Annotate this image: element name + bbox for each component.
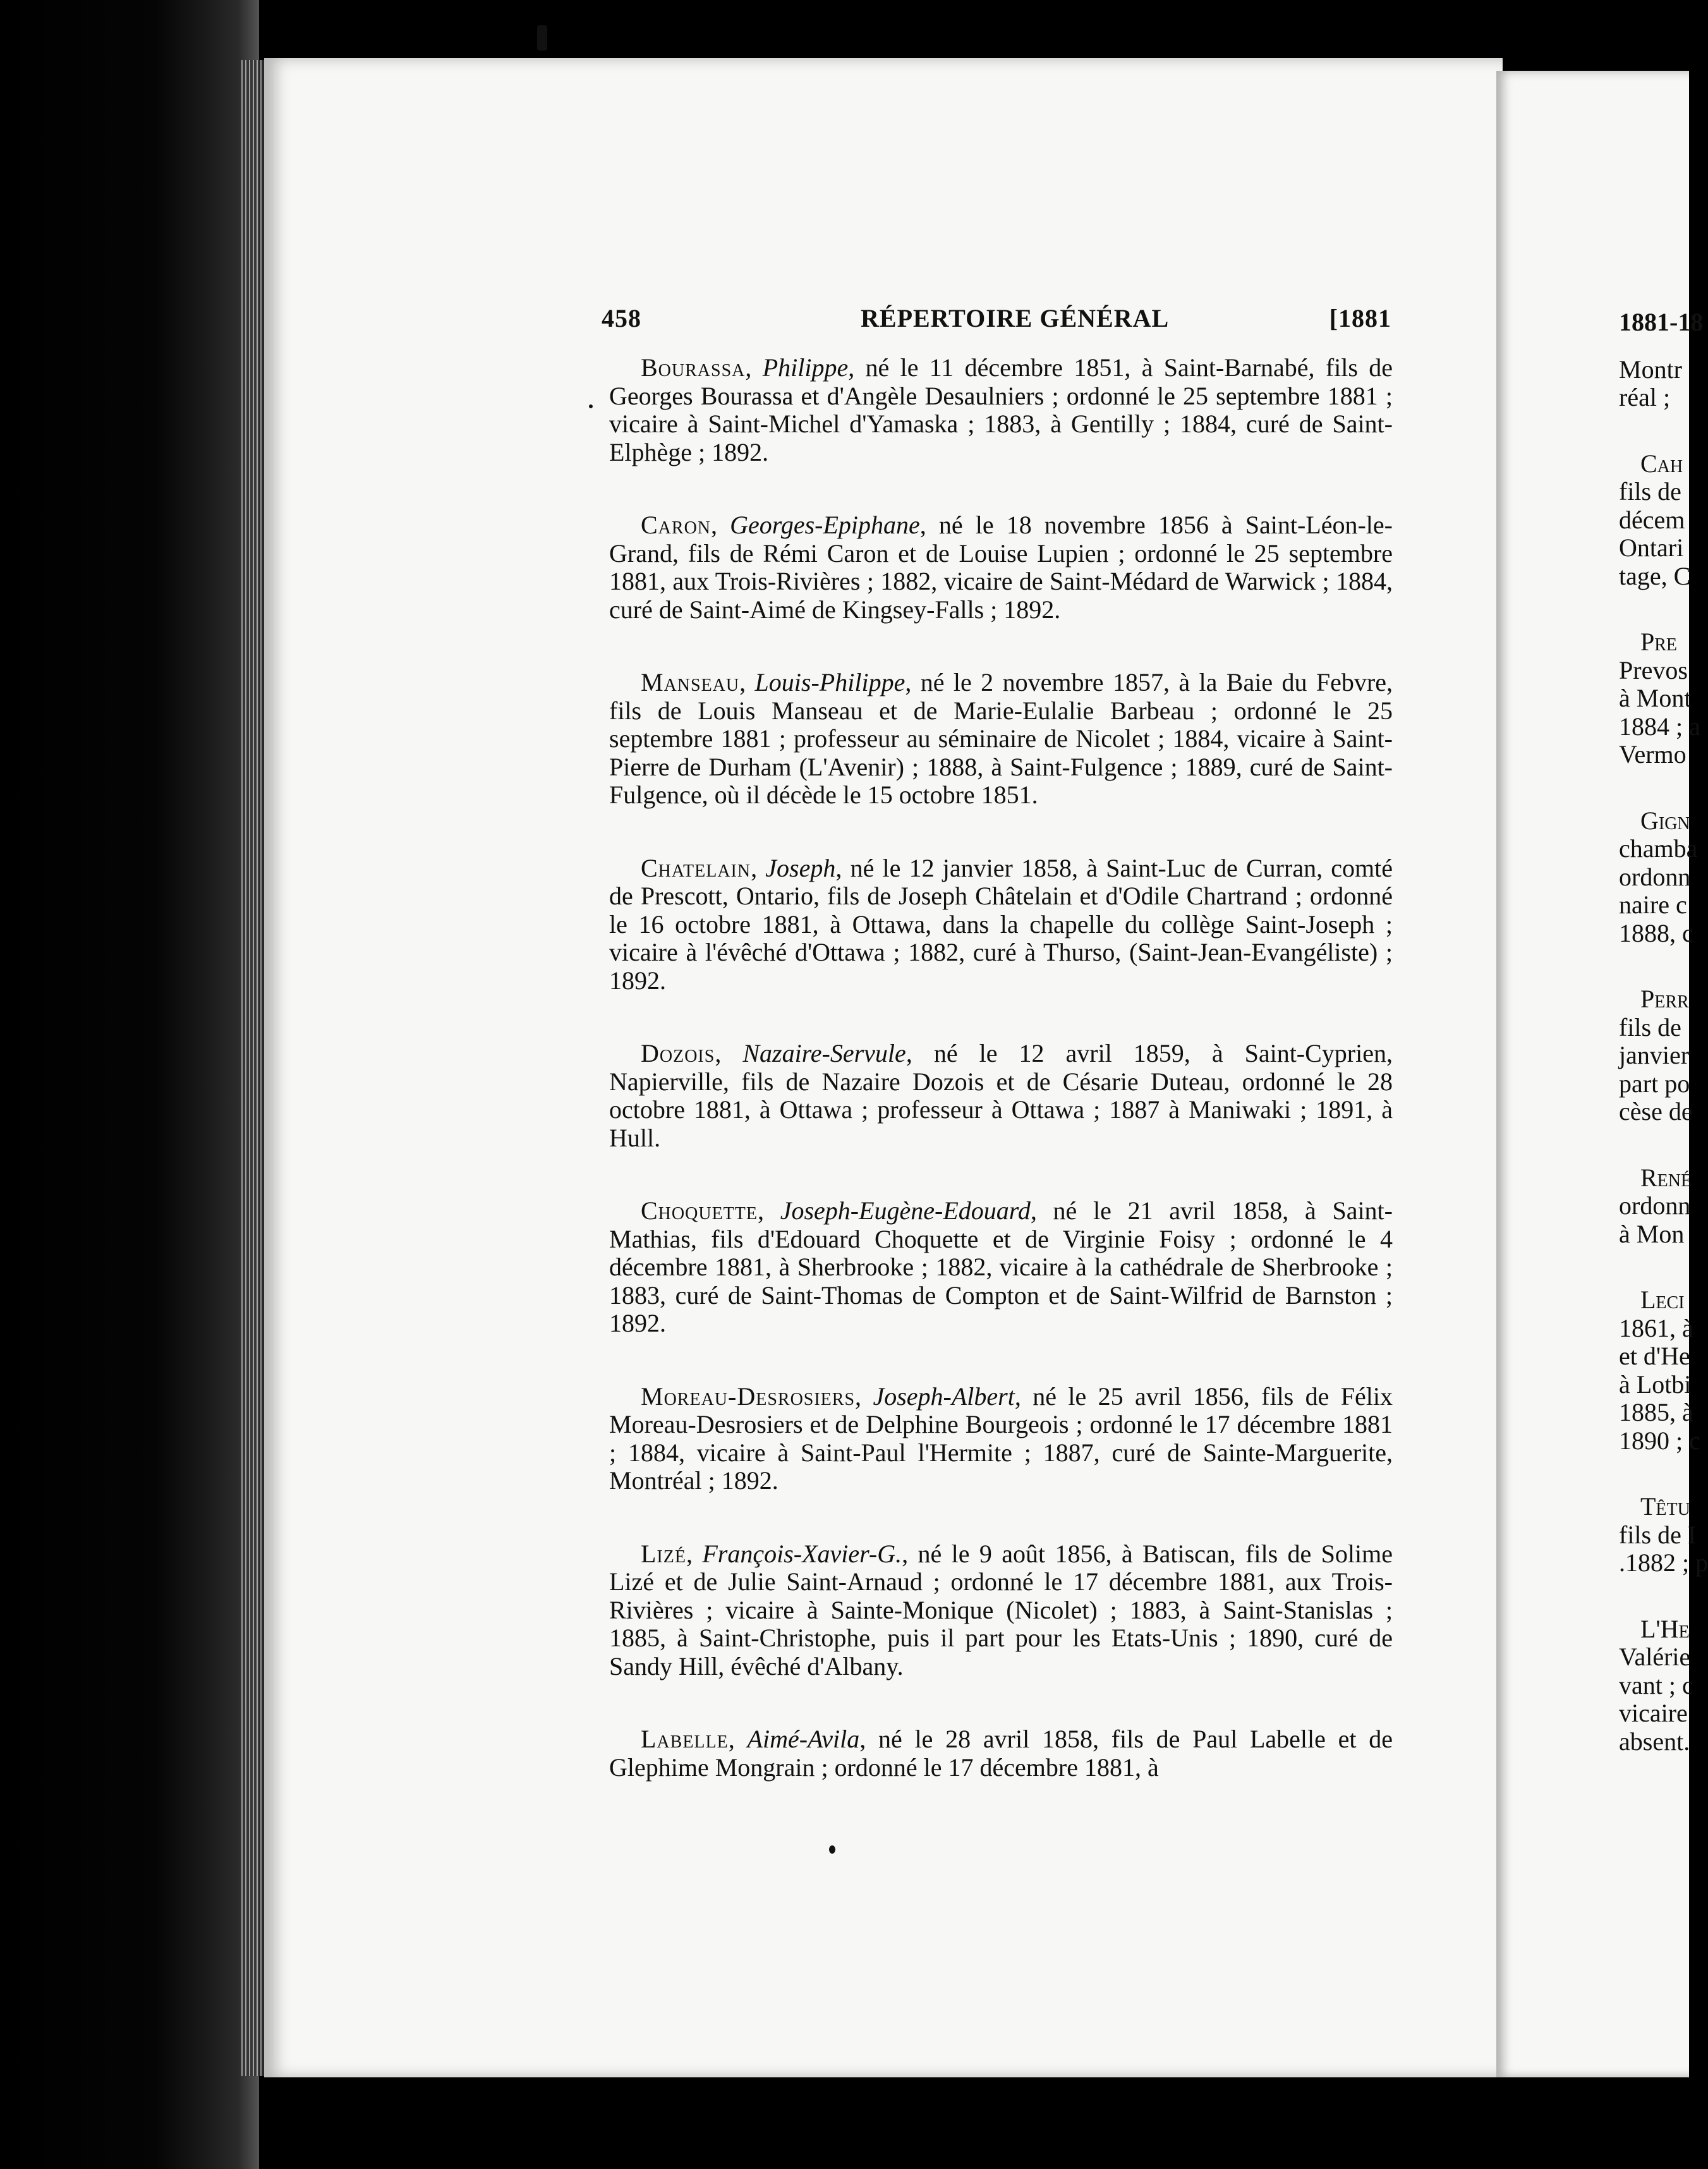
fragment-line: absent.: [1619, 1727, 1690, 1756]
entries-column: [609, 354, 1393, 1826]
fragment-line: à Mont: [1619, 684, 1692, 712]
fragment-lead: Pre: [1640, 628, 1678, 656]
entry-text: , né le 12 janvier 1858, à Saint-Luc de Curran, comté de Prescott, Ontario, fils de Joseph Châtelain et d'Odile Chartrand ; ordonné le 16 octobre 1881, à Ottawa, dans la chapelle du collège Saint-Joseph ; vicaire à l'évêché d'Ottawa ; 1882, curé à Thurso, (Saint-Jean-Evangéliste) ; 1892.: [609, 853, 1393, 995]
fragment-gap: [1619, 412, 1696, 450]
entry-text: , né le 9 août 1856, à Batiscan, fils de Solime Lizé et de Julie Saint-Arnaud ; ordonné le 17 décembre 1881, aux Trois-Rivières ; vicaire à Sainte-Monique (Nicolet) ; 1883, à Saint-Stanislas ; 1885, à Saint-Christophe, puis il part pour les Etats-Unis ; 1890, curé de Sandy Hill, évêché d'Albany.: [609, 1539, 1393, 1680]
fragment-line: vicaire: [1619, 1699, 1688, 1727]
fragment-gap: [1619, 1126, 1696, 1164]
fragment-lead: Leci: [1640, 1285, 1685, 1314]
fragment-line: Ontari: [1619, 533, 1684, 562]
fragment-line: Montr: [1619, 355, 1682, 384]
entry-manseau: Manseau, Louis-Philippe, né le 2 novembre 1857, à la Baie du Febvre, fils de Louis Manseau et de Marie-Eulalie Barbeau ; ordonné le 25 septembre 1881 ; professeur au séminaire de Nicolet ; 1884, vicaire à Saint-Pierre de Durham (L'Avenir) ; 1888, à Saint-Fulgence ; 1889, curé de Saint-Fulgence, où il décède le 15 octobre 1851.: [609, 668, 1393, 809]
page-number: 458: [602, 304, 641, 332]
fragment-lead: René: [1640, 1163, 1692, 1192]
entry-bourassa: Bourassa, Philippe, né le 11 décembre 1851, à Saint-Barnabé, fils de Georges Bourassa et d'Angèle Desaulniers ; ordonné le 25 septembre 1881 ; vicaire à Saint-Michel d'Yamaska ; 1883, à Gentilly ; 1884, curé de Saint-Elphège ; 1892.: [609, 353, 1393, 466]
entry-lize: Lizé, François-Xavier-G., né le 9 août 1856, à Batiscan, fils de Solime Lizé et de Julie Saint-Arnaud ; ordonné le 17 décembre 1881, aux Trois-Rivières ; vicaire à Sainte-Monique (Nicolet) ; 1883, à Saint-Stanislas ; 1885, à Saint-Christophe, puis il part pour les Etats-Unis ; 1890, curé de Sandy Hill, évêché d'Albany.: [609, 1539, 1393, 1680]
entry-surname: Caron: [641, 511, 712, 539]
ink-speck: [829, 1845, 835, 1854]
entry-given-name: Louis-Philippe: [754, 668, 905, 696]
fragment-line: ordonn: [1619, 862, 1691, 891]
entry-given-name: François-Xavier-G.: [702, 1539, 902, 1568]
entry-surname: Dozois: [641, 1039, 715, 1067]
right-page-fragments: [1619, 355, 1708, 1756]
book-spine-edge: [241, 60, 267, 2076]
fragment-lead: Cah: [1640, 449, 1683, 478]
entry-surname: Moreau-Desrosiers: [641, 1382, 856, 1411]
fragment-line: tage, C: [1619, 561, 1691, 590]
entry-text: , né le 21 avril 1858, à Saint-Mathias, fils d'Edouard Choquette et de Virginie Foisy ; ordonné le 4 décembre 1881, à Sherbrooke ; 1882, vicaire à la cathédrale de Sherbrooke ; 1883, curé de Saint-Thomas de Compton et de Saint-Wilfrid de Barnston ; 1892.: [609, 1196, 1393, 1337]
fragment-line: Prevos: [1619, 655, 1688, 684]
entry-surname: Labelle: [641, 1725, 729, 1753]
entry-text: , né le 18 novembre 1856 à Saint-Léon-le-Grand, fils de Rémi Caron et de Louise Lupien ; ordonné le 25 septembre 1881, aux Trois-Rivières ; 1882, vicaire de Saint-Médard de Warwick ; 1884, curé de Saint-Aimé de Kingsey-Falls ; 1892.: [609, 511, 1393, 624]
fragment-lead: Perr: [1640, 985, 1689, 1013]
fragment-gap: [1619, 1455, 1696, 1493]
fragment-line: Valérie: [1619, 1643, 1691, 1671]
entry-given-name: Joseph: [765, 853, 836, 882]
entry-text: , né le 12 avril 1859, à Saint-Cyprien, Napierville, fils de Nazaire Dozois et de Césarie Duteau, ordonné le 28 octobre 1881, à Ottawa ; professeur à Ottawa ; 1887 à Maniwaki ; 1891, à Hull.: [609, 1039, 1393, 1152]
right-page-header: 1881-18: [1619, 308, 1704, 336]
fragment-line: fils de: [1619, 477, 1681, 506]
fragment-line: réal ;: [1619, 383, 1671, 411]
entry-given-name: Georges-Epiphane: [730, 511, 920, 539]
entry-surname: Chatelain: [641, 853, 751, 882]
entry-surname: Manseau: [641, 668, 740, 696]
entry-text: , né le 28 avril 1858, fils de Paul Labelle et de Glephime Mongrain ; ordonné le 17 décembre 1881, à: [609, 1725, 1393, 1782]
fragment-line: part po: [1619, 1069, 1690, 1098]
entry-given-name: Joseph-Albert: [873, 1382, 1015, 1411]
fragment-line: cèse de: [1619, 1097, 1693, 1126]
fragment-line: à Mon: [1619, 1219, 1685, 1248]
fragment-line: et d'He: [1619, 1342, 1690, 1370]
fragment-line: 1885, à: [1619, 1398, 1693, 1426]
page-header: [602, 303, 1391, 341]
fragment-line: .1882 ; p: [1619, 1548, 1708, 1577]
entry-surname: Choquette: [641, 1196, 758, 1225]
fragment-gap: [1619, 1248, 1696, 1286]
fragment-line: Vermo: [1619, 740, 1687, 769]
fragment-line: fils de I: [1619, 1520, 1697, 1549]
fragment-gap: [1619, 590, 1696, 628]
entry-moreau-desrosiers: Moreau-Desrosiers, Joseph-Albert, né le 25 avril 1856, fils de Félix Moreau-Desrosiers et de Delphine Bourgeois ; ordonné le 17 décembre 1881 ; 1884, vicaire à Saint-Paul l'Hermite ; 1887, curé de Sainte-Marguerite, Montréal ; 1892.: [609, 1382, 1393, 1495]
fragment-lead: L'He: [1640, 1614, 1690, 1643]
fragment-line: à Lotbi: [1619, 1370, 1692, 1399]
entry-caron: Caron, Georges-Epiphane, né le 18 novembre 1856 à Saint-Léon-le-Grand, fils de Rémi Caron et de Louise Lupien ; ordonné le 25 septembre 1881, aux Trois-Rivières ; 1882, vicaire de Saint-Médard de Warwick ; 1884, curé de Saint-Aimé de Kingsey-Falls ; 1892.: [609, 511, 1393, 624]
entry-chatelain: Chatelain, Joseph, né le 12 janvier 1858, à Saint-Luc de Curran, comté de Prescott, Ontario, fils de Joseph Châtelain et d'Odile Chartrand ; ordonné le 16 octobre 1881, à Ottawa, dans la chapelle du collège Saint-Joseph ; vicaire à l'évêché d'Ottawa ; 1882, curé à Thurso, (Saint-Jean-Evangéliste) ; 1892.: [609, 853, 1393, 995]
entry-given-name: Nazaire-Servule: [742, 1039, 906, 1067]
entry-text: , né le 2 novembre 1857, à la Baie du Febvre, fils de Louis Manseau et de Marie-Eulalie Barbeau ; ordonné le 25 septembre 1881 ; professeur au séminaire de Nicolet ; 1884, vicaire à Saint-Pierre de Durham (L'Avenir) ; 1888, à Saint-Fulgence ; 1889, curé de Saint-Fulgence, où il décède le 15 octobre 1851.: [609, 668, 1393, 809]
fragment-gap: [1619, 769, 1696, 807]
entry-dozois: Dozois, Nazaire-Servule, né le 12 avril 1859, à Saint-Cyprien, Napierville, fils de Nazaire Dozois et de Césarie Duteau, ordonné le 28 octobre 1881, à Ottawa ; professeur à Ottawa ; 1887 à Maniwaki ; 1891, à Hull.: [609, 1039, 1393, 1152]
fragment-line: naire c: [1619, 890, 1687, 919]
fragment-line: 1861, à: [1619, 1313, 1693, 1342]
fragment-lead: Gign: [1640, 806, 1690, 835]
fragment-lead: Têtu: [1640, 1492, 1690, 1521]
fragment-line: ordonn: [1619, 1191, 1691, 1220]
entry-labelle: Labelle, Aimé-Avila, né le 28 avril 1858, fils de Paul Labelle et de Glephime Mongrain ; ordonné le 17 décembre 1881, à: [609, 1725, 1393, 1782]
fragment-line: chamba: [1619, 834, 1698, 863]
entry-given-name: Aimé-Avila: [747, 1725, 860, 1753]
entry-text: , né le 11 décembre 1851, à Saint-Barnabé, fils de Georges Bourassa et d'Angèle Desaulniers ; ordonné le 25 septembre 1881 ; vicaire à Saint-Michel d'Yamaska ; 1883, à Gentilly ; 1884, curé de Saint-Elphège ; 1892.: [609, 353, 1393, 466]
fragment-line: vant ; c: [1619, 1670, 1693, 1699]
entry-given-name: Joseph-Eugène-Edouard: [780, 1196, 1031, 1225]
entry-surname: Bourassa: [641, 353, 746, 382]
header-year: [1881: [1329, 304, 1391, 332]
fragment-line: fils de: [1619, 1012, 1681, 1042]
fragment-line: janvier: [1619, 1041, 1690, 1069]
fragment-gap: [1619, 1577, 1696, 1615]
entry-given-name: Philippe: [762, 353, 849, 382]
entry-choquette: Choquette, Joseph-Eugène-Edouard, né le 21 avril 1858, à Saint-Mathias, fils d'Edouard Choquette et de Virginie Foisy ; ordonné le 4 décembre 1881, à Sherbrooke ; 1882, vicaire à la cathédrale de Sherbrooke ; 1883, curé de Saint-Thomas de Compton et de Saint-Wilfrid de Barnston ; 1892.: [609, 1196, 1393, 1337]
fragment-line: 1888, c: [1619, 918, 1693, 947]
fragment-line: 1884 ; a: [1619, 712, 1700, 741]
entry-surname: Lizé: [641, 1539, 686, 1568]
fragment-line: 1890 ; c: [1619, 1426, 1700, 1455]
ink-speck: [589, 404, 593, 408]
running-title: RÉPERTOIRE GÉNÉRAL: [861, 304, 1170, 332]
fragment-line: décem: [1619, 505, 1685, 534]
entry-text: , né le 25 avril 1856, fils de Félix Moreau-Desrosiers et de Delphine Bourgeois ; ordonné le 17 décembre 1881 ; 1884, vicaire à Saint-Paul l'Hermite ; 1887, curé de Sainte-Marguerite, Montréal ; 1892.: [609, 1382, 1393, 1495]
scan-gutter: [0, 0, 259, 2169]
ink-speck: [537, 25, 547, 51]
fragment-gap: [1619, 947, 1696, 985]
right-page-column: [1619, 308, 1708, 1762]
